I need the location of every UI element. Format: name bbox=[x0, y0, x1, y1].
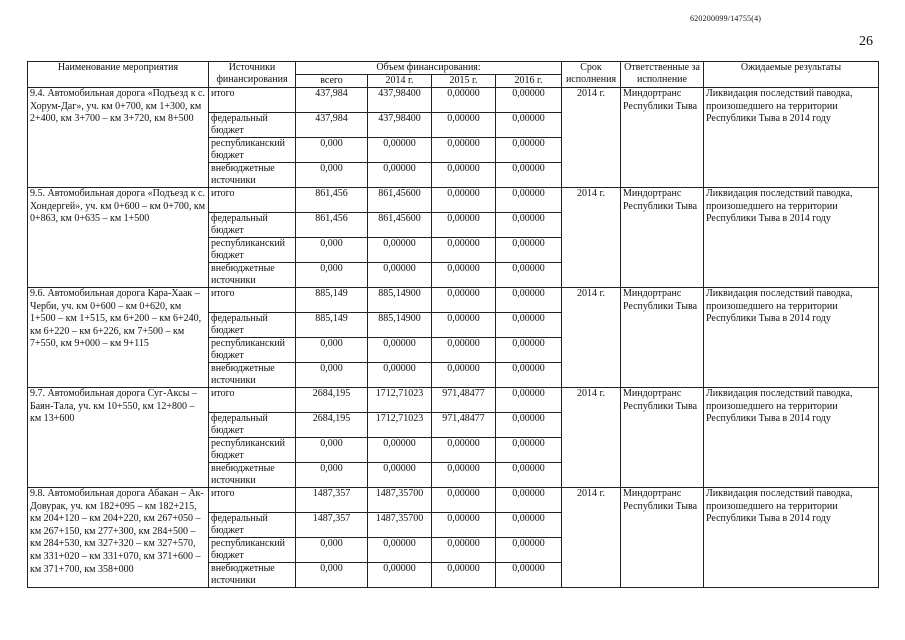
year-2015-cell: 0,00000 bbox=[432, 563, 496, 588]
year-2014-cell: 885,14900 bbox=[368, 288, 432, 313]
year-2016-cell: 0,00000 bbox=[496, 563, 562, 588]
expected-result-cell: Ликвидация последствий паводка, произошедшего на территории Республики Тыва в 2014 году bbox=[704, 488, 879, 588]
year-2016-cell: 0,00000 bbox=[496, 413, 562, 438]
year-2016-cell: 0,00000 bbox=[496, 438, 562, 463]
funding-source-cell: республиканский бюджет bbox=[209, 338, 296, 363]
year-2014-cell: 0,00000 bbox=[368, 338, 432, 363]
term-cell: 2014 г. bbox=[562, 388, 621, 488]
year-2015-cell: 971,48477 bbox=[432, 413, 496, 438]
funding-source-cell: федеральный бюджет bbox=[209, 513, 296, 538]
document-code: 620200099/14755(4) bbox=[690, 14, 762, 23]
funding-source-cell: итого bbox=[209, 88, 296, 113]
funding-source-cell: итого bbox=[209, 388, 296, 413]
total-cell: 0,000 bbox=[296, 438, 368, 463]
table-row bbox=[28, 88, 879, 113]
activity-name-cell: 9.5. Автомобильная дорога «Подъезд к с. Хондергей», уч. км 0+600 – км 0+700, км 0+863, км 0+635 – км 1+500 bbox=[28, 188, 209, 288]
expected-result-cell: Ликвидация последствий паводка, произошедшего на территории Республики Тыва в 2014 году bbox=[704, 288, 879, 388]
total-cell: 1487,357 bbox=[296, 513, 368, 538]
year-2016-cell: 0,00000 bbox=[496, 463, 562, 488]
year-2016-cell: 0,00000 bbox=[496, 188, 562, 213]
total-cell: 861,456 bbox=[296, 188, 368, 213]
total-cell: 0,000 bbox=[296, 463, 368, 488]
col-2016-header: 2016 г. bbox=[496, 75, 562, 88]
total-cell: 0,000 bbox=[296, 538, 368, 563]
term-cell: 2014 г. bbox=[562, 488, 621, 588]
expected-result-cell: Ликвидация последствий паводка, произошедшего на территории Республики Тыва в 2014 году bbox=[704, 188, 879, 288]
year-2014-cell: 1712,71023 bbox=[368, 413, 432, 438]
year-2015-cell: 0,00000 bbox=[432, 488, 496, 513]
total-cell: 437,984 bbox=[296, 88, 368, 113]
col-results-header: Ожидаемые результаты bbox=[704, 62, 879, 88]
funding-source-cell: республиканский бюджет bbox=[209, 438, 296, 463]
year-2016-cell: 0,00000 bbox=[496, 388, 562, 413]
year-2014-cell: 0,00000 bbox=[368, 563, 432, 588]
responsible-cell: Миндортранс Республики Тыва bbox=[621, 188, 704, 288]
responsible-cell: Миндортранс Республики Тыва bbox=[621, 288, 704, 388]
table-row bbox=[28, 488, 879, 513]
col-2014-header: 2014 г. bbox=[368, 75, 432, 88]
funding-source-cell: внебюджетные источники bbox=[209, 463, 296, 488]
year-2015-cell: 0,00000 bbox=[432, 188, 496, 213]
year-2016-cell: 0,00000 bbox=[496, 488, 562, 513]
term-cell: 2014 г. bbox=[562, 88, 621, 188]
year-2014-cell: 0,00000 bbox=[368, 238, 432, 263]
year-2015-cell: 0,00000 bbox=[432, 213, 496, 238]
year-2014-cell: 0,00000 bbox=[368, 263, 432, 288]
year-2014-cell: 437,98400 bbox=[368, 88, 432, 113]
responsible-cell: Миндортранс Республики Тыва bbox=[621, 488, 704, 588]
responsible-cell: Миндортранс Республики Тыва bbox=[621, 88, 704, 188]
funding-source-cell: федеральный бюджет bbox=[209, 413, 296, 438]
total-cell: 885,149 bbox=[296, 288, 368, 313]
year-2016-cell: 0,00000 bbox=[496, 513, 562, 538]
year-2014-cell: 437,98400 bbox=[368, 113, 432, 138]
year-2015-cell: 0,00000 bbox=[432, 313, 496, 338]
total-cell: 2684,195 bbox=[296, 413, 368, 438]
year-2014-cell: 0,00000 bbox=[368, 538, 432, 563]
financing-table bbox=[27, 61, 879, 588]
activity-name-cell: 9.4. Автомобильная дорога «Подъезд к с. Хорум-Даг», уч. км 0+700, км 1+300, км 2+400, км 3+700 – км 3+720, км 8+500 bbox=[28, 88, 209, 188]
year-2014-cell: 861,45600 bbox=[368, 188, 432, 213]
year-2015-cell: 0,00000 bbox=[432, 513, 496, 538]
activity-name-cell: 9.7. Автомобильная дорога Суг-Аксы – Баян-Тала, уч. км 10+550, км 12+800 – км 13+600 bbox=[28, 388, 209, 488]
total-cell: 0,000 bbox=[296, 263, 368, 288]
year-2015-cell: 0,00000 bbox=[432, 438, 496, 463]
total-cell: 2684,195 bbox=[296, 388, 368, 413]
activity-name-cell: 9.6. Автомобильная дорога Кара-Хаак – Черби, уч. км 0+600 – км 0+620, км 1+500 – км 1+515, км 6+200 – км 6+240, км 6+220 – км 6+226, км 7+500 – км 7+550, км 9+000 – км 9+115 bbox=[28, 288, 209, 388]
funding-source-cell: итого bbox=[209, 488, 296, 513]
table-body bbox=[28, 88, 879, 588]
year-2015-cell: 0,00000 bbox=[432, 88, 496, 113]
total-cell: 861,456 bbox=[296, 213, 368, 238]
col-2015-header: 2015 г. bbox=[432, 75, 496, 88]
total-cell: 0,000 bbox=[296, 338, 368, 363]
year-2016-cell: 0,00000 bbox=[496, 313, 562, 338]
year-2015-cell: 0,00000 bbox=[432, 463, 496, 488]
total-cell: 0,000 bbox=[296, 163, 368, 188]
table-row bbox=[28, 288, 879, 313]
year-2015-cell: 0,00000 bbox=[432, 263, 496, 288]
year-2014-cell: 1487,35700 bbox=[368, 513, 432, 538]
col-volume-header: Объем финансирования: bbox=[296, 62, 562, 75]
year-2014-cell: 885,14900 bbox=[368, 313, 432, 338]
year-2015-cell: 0,00000 bbox=[432, 138, 496, 163]
year-2014-cell: 861,45600 bbox=[368, 213, 432, 238]
funding-source-cell: итого bbox=[209, 188, 296, 213]
year-2015-cell: 0,00000 bbox=[432, 288, 496, 313]
year-2016-cell: 0,00000 bbox=[496, 88, 562, 113]
year-2016-cell: 0,00000 bbox=[496, 213, 562, 238]
funding-source-cell: федеральный бюджет bbox=[209, 313, 296, 338]
year-2014-cell: 0,00000 bbox=[368, 463, 432, 488]
funding-source-cell: федеральный бюджет bbox=[209, 113, 296, 138]
col-name-header: Наименование мероприятия bbox=[28, 62, 209, 88]
year-2016-cell: 0,00000 bbox=[496, 113, 562, 138]
term-cell: 2014 г. bbox=[562, 188, 621, 288]
funding-source-cell: республиканский бюджет bbox=[209, 138, 296, 163]
year-2014-cell: 0,00000 bbox=[368, 363, 432, 388]
year-2014-cell: 1712,71023 bbox=[368, 388, 432, 413]
total-cell: 0,000 bbox=[296, 138, 368, 163]
table-row bbox=[28, 188, 879, 213]
total-cell: 1487,357 bbox=[296, 488, 368, 513]
year-2016-cell: 0,00000 bbox=[496, 138, 562, 163]
funding-source-cell: внебюджетные источники bbox=[209, 563, 296, 588]
year-2015-cell: 0,00000 bbox=[432, 238, 496, 263]
year-2016-cell: 0,00000 bbox=[496, 238, 562, 263]
year-2014-cell: 1487,35700 bbox=[368, 488, 432, 513]
funding-source-cell: республиканский бюджет bbox=[209, 238, 296, 263]
page-number: 26 bbox=[859, 34, 873, 49]
funding-source-cell: федеральный бюджет bbox=[209, 213, 296, 238]
table-row bbox=[28, 388, 879, 413]
responsible-cell: Миндортранс Республики Тыва bbox=[621, 388, 704, 488]
expected-result-cell: Ликвидация последствий паводка, произошедшего на территории Республики Тыва в 2014 году bbox=[704, 88, 879, 188]
table-header bbox=[28, 62, 879, 88]
col-responsible-header: Ответственные за исполнение bbox=[621, 62, 704, 88]
total-cell: 885,149 bbox=[296, 313, 368, 338]
year-2016-cell: 0,00000 bbox=[496, 163, 562, 188]
funding-source-cell: республиканский бюджет bbox=[209, 538, 296, 563]
year-2015-cell: 0,00000 bbox=[432, 363, 496, 388]
year-2015-cell: 971,48477 bbox=[432, 388, 496, 413]
year-2016-cell: 0,00000 bbox=[496, 288, 562, 313]
year-2015-cell: 0,00000 bbox=[432, 338, 496, 363]
funding-source-cell: внебюджетные источники bbox=[209, 163, 296, 188]
expected-result-cell: Ликвидация последствий паводка, произошедшего на территории Республики Тыва в 2014 году bbox=[704, 388, 879, 488]
year-2014-cell: 0,00000 bbox=[368, 163, 432, 188]
year-2016-cell: 0,00000 bbox=[496, 338, 562, 363]
year-2014-cell: 0,00000 bbox=[368, 438, 432, 463]
funding-source-cell: внебюджетные источники bbox=[209, 363, 296, 388]
total-cell: 0,000 bbox=[296, 563, 368, 588]
funding-source-cell: внебюджетные источники bbox=[209, 263, 296, 288]
total-cell: 0,000 bbox=[296, 363, 368, 388]
term-cell: 2014 г. bbox=[562, 288, 621, 388]
total-cell: 0,000 bbox=[296, 238, 368, 263]
year-2015-cell: 0,00000 bbox=[432, 113, 496, 138]
col-total-header: всего bbox=[296, 75, 368, 88]
funding-source-cell: итого bbox=[209, 288, 296, 313]
year-2016-cell: 0,00000 bbox=[496, 538, 562, 563]
year-2016-cell: 0,00000 bbox=[496, 263, 562, 288]
year-2016-cell: 0,00000 bbox=[496, 363, 562, 388]
col-term-header: Срок исполнения bbox=[562, 62, 621, 88]
year-2014-cell: 0,00000 bbox=[368, 138, 432, 163]
activity-name-cell: 9.8. Автомобильная дорога Абакан – Ак-Довурак, уч. км 182+095 – км 182+215, км 204+120 – км 204+220, км 267+050 – км 267+150, км 277+300, км 284+500 – км 284+530, км 327+320 – км 327+570, км 331+020 – км 331+070, км 371+600 – км 371+700, км 358+000 bbox=[28, 488, 209, 588]
total-cell: 437,984 bbox=[296, 113, 368, 138]
year-2015-cell: 0,00000 bbox=[432, 538, 496, 563]
year-2015-cell: 0,00000 bbox=[432, 163, 496, 188]
col-sources-header: Источники финансирования bbox=[209, 62, 296, 88]
